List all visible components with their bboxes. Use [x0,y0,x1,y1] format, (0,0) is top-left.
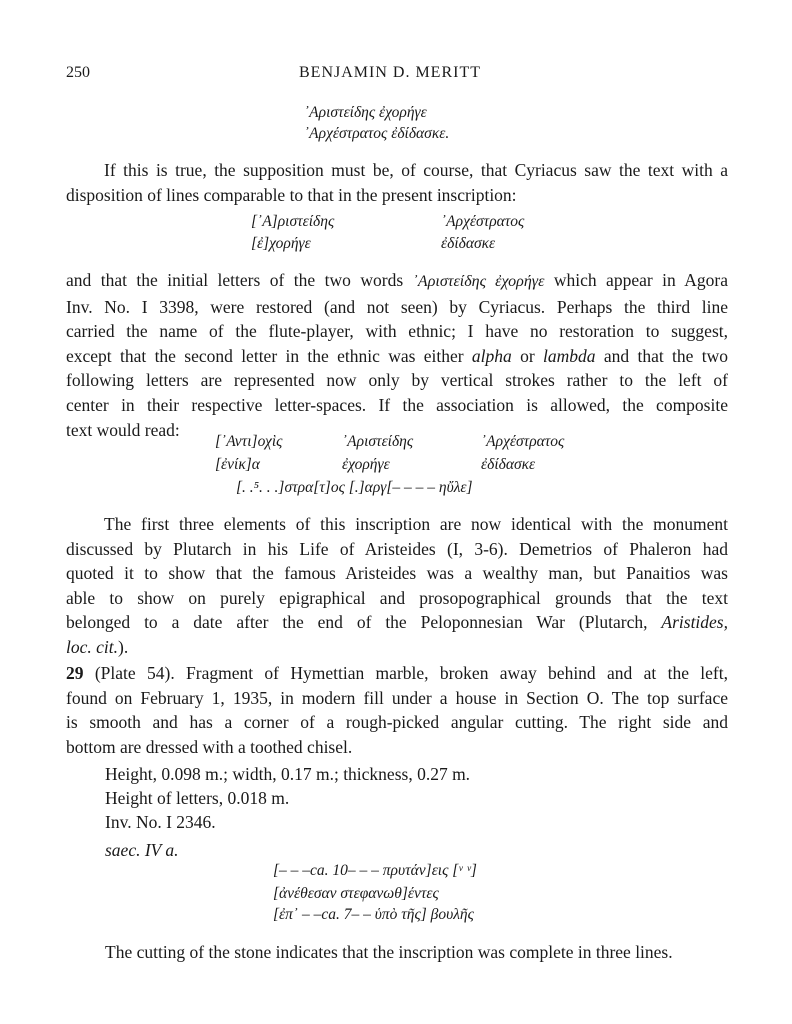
text-line [66,635,728,660]
paragraph-2 [66,268,728,442]
greek-line: [ἐ]χορήγε [251,235,311,252]
greek-line: ᾿Αρχέστρατος [481,433,565,450]
closing-sentence: The cutting of the stone indicates that the inscription was complete in three lines. [105,942,673,962]
text-run: and that the initial letters of the two words [66,270,413,290]
text-line: able to show on purely epigraphical and prosopographical grounds that the text [66,587,728,608]
text-line [66,661,728,686]
text-run: belonged to a date after the end of the Peloponnesian War (Plutarch, [66,612,662,633]
text-line [66,610,728,635]
text-line: Inv. No. I 3398, were restored (and not seen) by Cyriacus. Perhaps the third line [66,296,728,317]
inscription-line: [ἀνέθεσαν στεφανωθ]έντες [273,885,439,902]
measurement-line: Height, 0.098 m.; width, 0.17 m.; thickness, 0.27 m. [105,764,471,784]
paragraph-3 [66,512,728,660]
date-label: saec. IV a. [105,840,179,860]
text-line: bottom are dressed with a toothed chisel. [66,736,353,757]
greek-line: ᾿Αριστείδης [342,433,414,450]
italic-term: alpha [471,345,512,366]
greek-line: ᾿Αρχέστρατος [441,213,525,230]
greek-line: [. .⁵. . .]στρα[τ]ος [.]αργ[– – – – ηὔλε] [236,479,473,496]
paragraph-1 [66,158,728,207]
text-line: disposition of lines comparable to that in the present inscription: [66,184,517,205]
italic-term: Aristides, [661,612,728,633]
text-line: text would read: [66,419,180,440]
greek-inline: ᾿Αριστείδης ἐχορήγε [412,273,545,290]
text-line: quoted it to show that the famous Aristeides was a wealthy man, but Panaitios was [66,563,728,584]
measurement-line: Inv. No. I 2346. [105,812,216,832]
greek-line: [᾿Α]ριστείδης [251,213,335,230]
greek-line: ἐδίδασκε [481,456,536,473]
text-line: center in their respective letter-spaces. If the association is allowed, the composite [66,394,728,415]
text-line: found on February 1, 1935, in modern fill under a house in Section Ο. The top surface [66,687,728,708]
text-line: If this is true, the supposition must be, of course, that Cyriacus saw the text with a [104,160,728,180]
greek-line: ᾿Αριστείδης ἐχορήγε [304,104,427,121]
italic-term: lambda [543,345,596,366]
italic-term: loc. cit. [66,636,118,657]
text-line: following letters are represented now only by vertical strokes rather to the left of [66,370,728,391]
greek-line: [ἐνίκ]α [215,456,260,473]
text-line: discussed by Plutarch in his Life of Aristeides (I, 3-6). Demetrios of Phaleron had [66,538,728,559]
item-number: 29 [66,663,84,683]
text-run: and that the two [595,345,729,366]
text-line [66,344,728,369]
text-line: carried the name of the flute-player, with ethnic; I have no restoration to suggest, [66,321,728,342]
text-line: is smooth and has a corner of a rough-picked angular cutting. The right side and [66,712,728,733]
greek-line: ἐχορήγε [342,456,390,473]
text-line [66,268,728,295]
text-line: The first three elements of this inscription are now identical with the monument [104,514,728,534]
inscription-line: [ἐπ᾿ – –ca. 7– – ὑπὸ τῆς] βουλῆς [273,906,474,923]
text-run: except that the second letter in the ethnic was either [66,345,472,366]
greek-line: ἐδίδασκε [441,235,496,252]
greek-line: [᾿Αντι]οχὶς [215,433,283,450]
text-run: (Plate 54). Fragment of Hymettian marble, broken away behind and at the left, [83,663,728,683]
text-run: or [511,345,544,366]
text-run: ). [118,636,129,657]
measurement-line: Height of letters, 0.018 m. [105,788,290,808]
page-number: 250 [66,64,90,81]
text-run: which appear in Agora [544,270,728,290]
paragraph-4 [66,661,728,759]
running-head: BENJAMIN D. MERITT [299,64,481,81]
measurements [105,762,470,834]
inscription-line: [– – –ca. 10– – – πρυτάν]εις [ᵛ ᵛ] [273,862,477,879]
greek-line: ᾿Αρχέστρατος ἐδίδασκε. [304,125,450,142]
